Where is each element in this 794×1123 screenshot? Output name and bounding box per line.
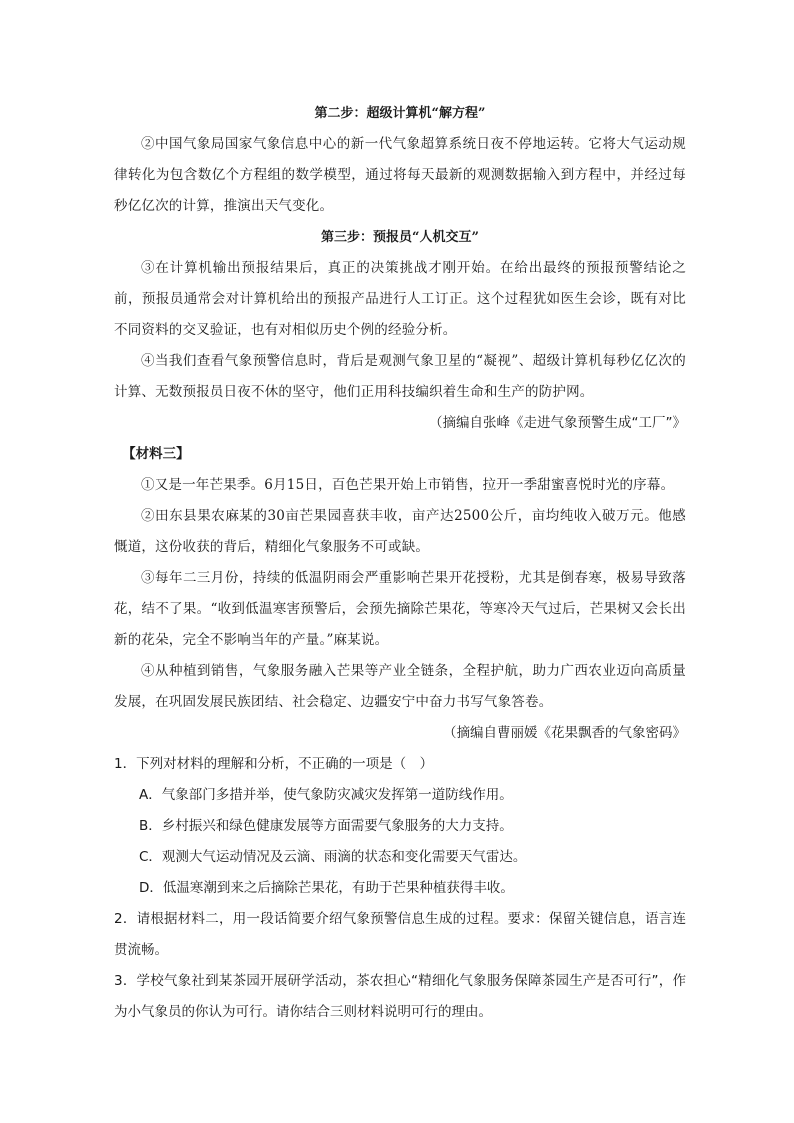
question-1-option-a: A．气象部门多措并举，使气象防灾减灾发挥第一道防线作用。 [139,787,513,803]
question-3: 3．学校气象社到某茶园开展研学活动，茶农担心“精细化气象服务保障茶园生产是否可行”，作为小气象员的你认为可行。请你结合三则材料说明可行的理由。 [114,973,686,1020]
material3-source: （摘编自曹丽媛《花果飘香的气象密码》 [443,725,686,741]
document-page [114,98,686,1028]
material2-source: （摘编自张峰《走进气象预警生成“工厂”》 [429,415,686,431]
material2-para4: ④当我们查看气象预警信息时，背后是观测气象卫星的“凝视”、超级计算机每秒亿亿次的计算、无数预报员日夜不休的坚守，他们正用科技编织着生命和生产的防护网。 [114,353,686,400]
material3-title: 【材料三】 [122,446,190,462]
step3-heading: 第三步：预报员“人机交互” [321,230,479,245]
question-1-option-b: B．乡村振兴和绿色健康发展等方面需要气象服务的大力支持。 [139,818,513,834]
material2-para2: ②中国气象局国家气象信息中心的新一代气象超算系统日夜不停地运转。它将大气运动规律转化为包含数亿个方程组的数学模型，通过将每天最新的观测数据输入到方程中，并经过每秒亿亿次的计算，推演出天气变化。 [114,136,686,214]
material3-para3: ③每年二三月份，持续的低温阴雨会严重影响芒果开花授粉，尤其是倒春寒，极易导致落花，结不了果。“收到低温寒害预警后，会预先摘除芒果花，等寒冷天气过后，芒果树又会长出新的花朵，完全不影响当年的产量。”麻某说。 [114,570,686,648]
step2-heading: 第二步：超级计算机“解方程” [314,106,486,121]
question-2: 2．请根据材料二，用一段话简要介绍气象预警信息生成的过程。要求：保留关键信息，语言连贯流畅。 [114,911,686,958]
question-1-option-c: C．观测大气运动情况及云滴、雨滴的状态和变化需要天气雷达。 [139,849,527,865]
material3-para4: ④从种植到销售，气象服务融入芒果等产业全链条，全程护航，助力广西农业迈向高质量发展，在巩固发展民族团结、社会稳定、边疆安宁中奋力书写气象答卷。 [114,663,686,710]
material2-para3: ③在计算机输出预报结果后，真正的决策挑战才刚开始。在给出最终的预报预警结论之前，预报员通常会对计算机给出的预报产品进行人工订正。这个过程犹如医生会诊，既有对比不同资料的交叉验证，也有对相似历史个例的经验分析。 [114,260,686,338]
material3-para1: ①又是一年芒果季。6月15日，百色芒果开始上市销售，拉开一季甜蜜喜悦时光的序幕。 [141,477,675,493]
question-1: 1．下列对材料的理解和分析，不正确的一项是（ ） [114,756,434,772]
questions-section [114,749,686,1028]
material3-para2: ②田东县果农麻某的30亩芒果园喜获丰收，亩产达2500公斤，亩均纯收入破万元。他感慨道，这份收获的背后，精细化气象服务不可或缺。 [114,508,686,555]
question-1-option-d: D．低温寒潮到来之后摘除芒果花，有助于芒果种植获得丰收。 [139,880,514,896]
